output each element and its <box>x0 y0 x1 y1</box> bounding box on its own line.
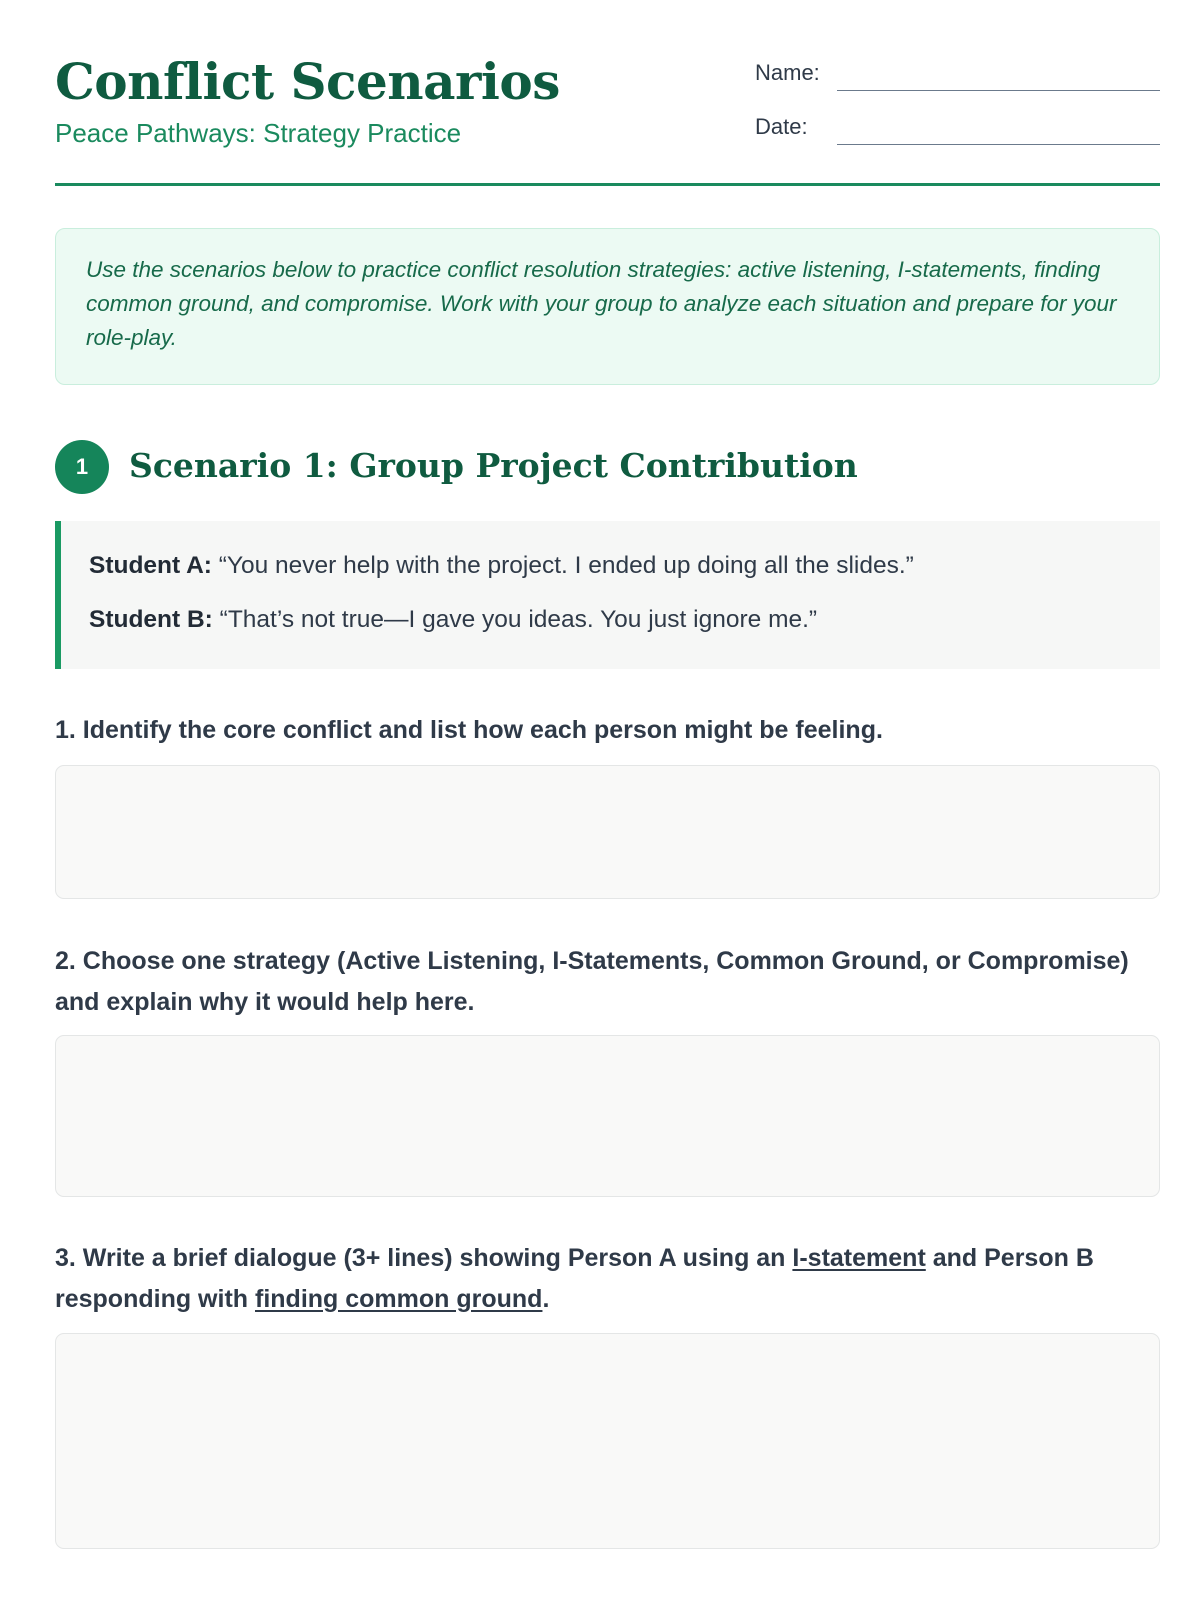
question-3-text: 3. Write a brief dialogue (3+ lines) showing Person A using an <box>55 1244 793 1272</box>
speaker-quote: “That’s not true—I gave you ideas. You just ignore me.” <box>219 606 818 633</box>
instructions-box: Use the scenarios below to practice conflict resolution strategies: active listening, I-statements, finding common ground, and compromise. Work with your group to analyze each situation and prepare for your role-play. <box>55 228 1160 385</box>
date-label: Date: <box>755 114 808 139</box>
speaker-label: Student A: <box>89 552 212 579</box>
speaker-quote: “You never help with the project. I ended up doing all the slides.” <box>218 552 914 579</box>
answer-box-1[interactable] <box>55 765 1160 899</box>
question-3-text: . <box>542 1285 550 1313</box>
page-title: Conflict Scenarios <box>55 52 560 111</box>
worksheet-page <box>55 0 1160 1313</box>
dialogue-line-b <box>89 603 1160 637</box>
term-common-ground: finding common ground <box>255 1285 543 1313</box>
scenario-title: Scenario 1: Group Project Contribution <box>129 446 858 485</box>
name-row <box>755 56 1160 92</box>
scenario-number-badge: 1 <box>55 440 109 494</box>
dialogue-line-a <box>89 549 1160 583</box>
question-2: 2. Choose one strategy (Active Listening, I-Statements, Common Ground, or Compromise) and explain why it would help here. <box>55 947 1129 1016</box>
name-label: Name: <box>755 60 820 85</box>
question-1: 1. Identify the core conflict and list how each person might be feeling. <box>55 716 883 744</box>
term-i-statement: I-statement <box>792 1244 926 1272</box>
scenario-heading <box>55 440 1160 494</box>
date-field[interactable] <box>837 144 1160 145</box>
answer-box-3[interactable] <box>55 1333 1160 1549</box>
scenario-dialogue <box>55 521 1160 669</box>
question-3 <box>55 1238 1160 1320</box>
name-field[interactable] <box>837 90 1160 91</box>
worksheet-header <box>55 0 1160 186</box>
page-subtitle: Peace Pathways: Strategy Practice <box>55 118 462 148</box>
speaker-label: Student B: <box>89 606 213 633</box>
date-row <box>755 110 1160 146</box>
question-3-text: and Person B responding with <box>55 1244 1094 1313</box>
answer-box-2[interactable] <box>55 1035 1160 1197</box>
